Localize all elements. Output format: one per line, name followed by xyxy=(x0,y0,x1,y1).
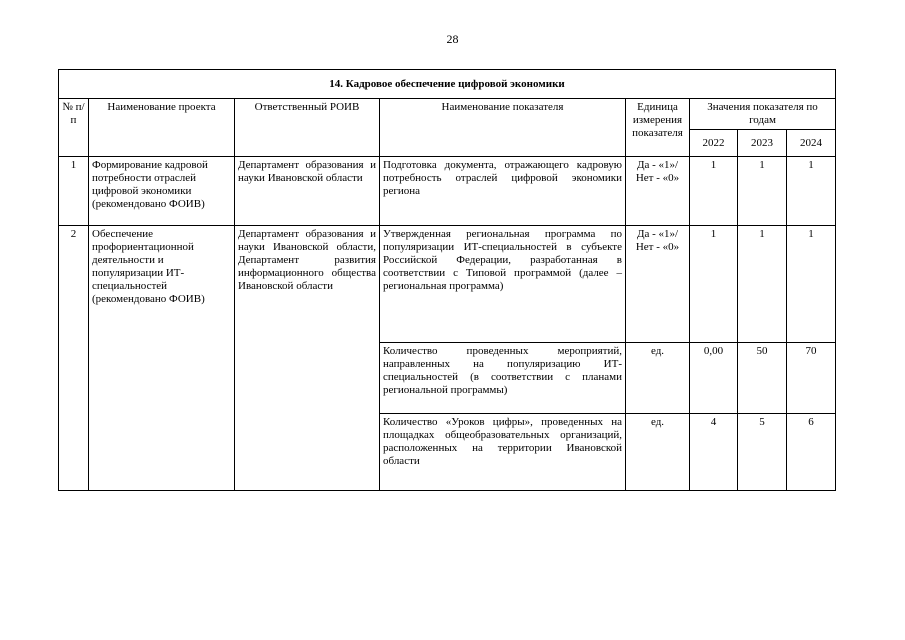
row-value-2024: 1 xyxy=(787,157,836,226)
header-project: Наименование проекта xyxy=(89,99,235,157)
section-title: 14. Кадровое обеспечение цифровой экономики xyxy=(59,70,836,99)
row-indicator: Подготовка документа, отражающего кадровую потребность отраслей цифровой экономики региона xyxy=(380,157,626,226)
header-year-2024: 2024 xyxy=(787,130,836,157)
header-unit: Единица измерения показателя xyxy=(626,99,690,157)
header-year-2023: 2023 xyxy=(738,130,787,157)
header-year-2022: 2022 xyxy=(690,130,738,157)
row-indicator: Количество «Уроков цифры», проведенных на площадках общеобразовательных организаций, расположенных на территории Ивановской области xyxy=(380,414,626,491)
row-value-2022: 1 xyxy=(690,226,738,343)
header-indicator: Наименование показателя xyxy=(380,99,626,157)
row-value-2022: 1 xyxy=(690,157,738,226)
row-project: Формирование кадровой потребности отраслей цифровой экономики (рекомендовано ФОИВ) xyxy=(89,157,235,226)
row-roiv: Департамент образования и науки Ивановской области, Департамент развития информационного общества Ивановской области xyxy=(235,226,380,491)
table-row xyxy=(59,226,836,343)
row-value-2023: 5 xyxy=(738,414,787,491)
row-value-2023: 1 xyxy=(738,157,787,226)
row-value-2024: 1 xyxy=(787,226,836,343)
row-value-2022: 4 xyxy=(690,414,738,491)
row-value-2024: 70 xyxy=(787,343,836,414)
row-indicator: Утвержденная региональная программа по популяризации ИТ-специальностей в субъекте Российской Федерации, разработанная в соответствии с Типовой программой (далее – региональная программа) xyxy=(380,226,626,343)
row-project: Обеспечение профориентационной деятельности и популяризации ИТ-специальностей (рекомендовано ФОИВ) xyxy=(89,226,235,491)
header-roiv: Ответственный РОИВ xyxy=(235,99,380,157)
indicators-table xyxy=(58,69,836,491)
row-unit: Да - «1»/ Нет - «0» xyxy=(626,226,690,343)
row-num: 2 xyxy=(59,226,89,491)
row-unit: Да - «1»/ Нет - «0» xyxy=(626,157,690,226)
row-roiv: Департамент образования и науки Ивановской области xyxy=(235,157,380,226)
page-number: 28 xyxy=(446,32,459,46)
row-value-2023: 1 xyxy=(738,226,787,343)
row-unit: ед. xyxy=(626,343,690,414)
header-num: № п/п xyxy=(59,99,89,157)
row-value-2022: 0,00 xyxy=(690,343,738,414)
row-value-2024: 6 xyxy=(787,414,836,491)
row-num: 1 xyxy=(59,157,89,226)
section-title-row xyxy=(59,70,836,99)
header-values: Значения показателя по годам xyxy=(690,99,836,130)
header-row xyxy=(59,99,836,130)
row-indicator: Количество проведенных мероприятий, направленных на популяризацию ИТ-специальностей (в соответствии с планами региональной программы) xyxy=(380,343,626,414)
table-row xyxy=(59,157,836,226)
row-unit: ед. xyxy=(626,414,690,491)
row-value-2023: 50 xyxy=(738,343,787,414)
